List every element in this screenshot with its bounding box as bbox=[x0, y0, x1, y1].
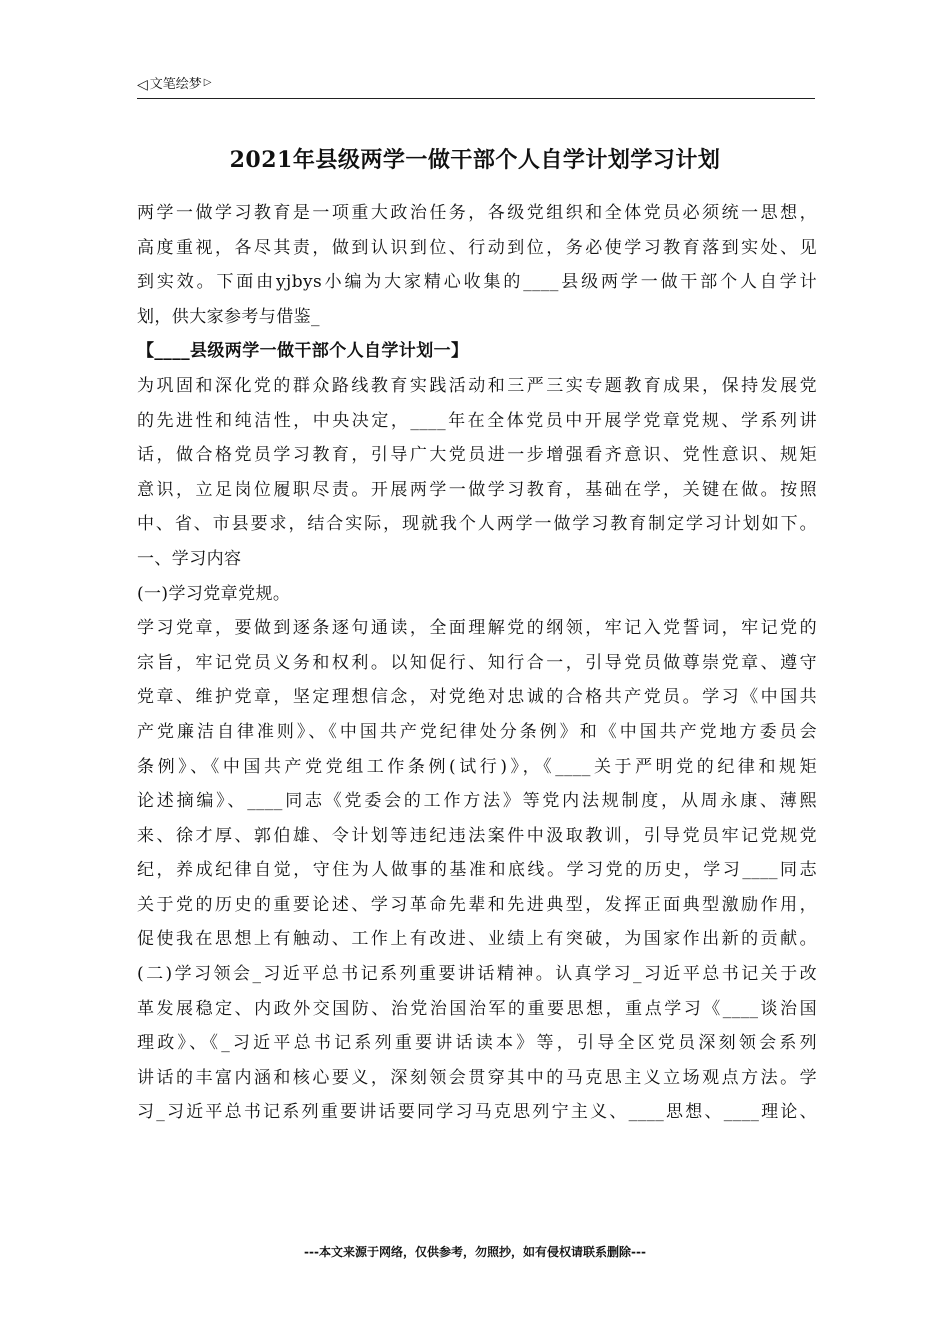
text-line: 划，供大家参考与借鉴_ bbox=[137, 306, 320, 327]
section-heading: 【____县级两学一做干部个人自学计划一】 bbox=[137, 341, 469, 362]
text-line: 关于党的历史的重要论述、学习革命先辈和先进典型，发挥正面典型激励作用， bbox=[137, 894, 817, 915]
page-header bbox=[137, 76, 815, 99]
text-line: 习_习近平总书记系列重要讲话要同学习马克思列宁主义、____思想、____理论、 bbox=[137, 1102, 817, 1123]
text-line: 学习党章，要做到逐条逐句通读，全面理解党的纲领，牢记入党誓词，牢记党的 bbox=[137, 618, 817, 639]
text-line: 两学一做学习教育是一项重大政治任务，各级党组织和全体党员必须统一思想， bbox=[137, 203, 817, 223]
document-body bbox=[137, 196, 817, 1130]
section-heading: 一、学习内容 bbox=[137, 548, 242, 569]
text-line: 党章、维护党章，坚定理想信念，对党绝对忠诚的合格共产党员。学习《中国共 bbox=[137, 687, 817, 708]
text-line: 纪，养成纪律自觉，守住为人做事的基准和底线。学习党的历史，学习____同志 bbox=[137, 860, 817, 881]
text-line: 宗旨，牢记党员义务和权利。以知促行、知行合一，引导党员做尊崇党章、遵守 bbox=[137, 652, 817, 673]
text-line: (二)学习领会_习近平总书记系列重要讲话精神。认真学习_习近平总书记关于改 bbox=[137, 964, 817, 985]
left-triangle-icon: ◁ bbox=[137, 77, 148, 93]
text-line: 话，做合格党员学习教育，引导广大党员进一步增强看齐意识、党性意识、规矩 bbox=[137, 445, 817, 466]
document-title: 2021年县级两学一做干部个人自学计划学习计划 bbox=[229, 147, 721, 173]
text-line: 中、省、市县要求，结合实际，现就我个人两学一做学习教育制定学习计划如下。 bbox=[137, 514, 817, 535]
text-line: 论述摘编》、____同志《党委会的工作方法》等党内法规制度，从周永康、薄熙 bbox=[137, 791, 817, 812]
text-line: 高度重视，各尽其责，做到认识到位、行动到位，务必使学习教育落到实处、见 bbox=[137, 237, 817, 258]
text-line: 条例》、《中国共产党党组工作条例(试行)》，《____关于严明党的纪律和规矩 bbox=[137, 756, 817, 777]
right-triangle-icon: ▷ bbox=[203, 77, 212, 88]
text-line: 来、徐才厚、郭伯雄、令计划等违纪违法案件中汲取教训，引导党员牢记党规党 bbox=[137, 825, 817, 846]
text-line: 讲话的丰富内涵和核心要义，深刻领会贯穿其中的马克思主义立场观点方法。学 bbox=[137, 1067, 817, 1088]
text-line: 到实效。下面由yjbys小编为大家精心收集的____县级两学一做干部个人自学计 bbox=[137, 272, 817, 293]
text-line: 意识，立足岗位履职尽责。开展两学一做学习教育，基础在学，关键在做。按照 bbox=[137, 479, 817, 500]
text-line: 理政》、《_习近平总书记系列重要讲话读本》等，引导全区党员深刻领会系列 bbox=[137, 1033, 817, 1054]
text-line: 为巩固和深化党的群众路线教育实践活动和三严三实专题教育成果，保持发展党 bbox=[137, 375, 817, 396]
text-line: 的先进性和纯洁性，中央决定，____年在全体党员中开展学党章党规、学系列讲 bbox=[137, 410, 817, 431]
header-brand: 文笔绘梦 bbox=[149, 77, 202, 92]
subsection-heading: (一)学习党章党规。 bbox=[137, 583, 291, 604]
page-footer: ---本文来源于网络，仅供参考，勿照抄，如有侵权请联系删除--- bbox=[304, 1245, 646, 1259]
text-line: 产党廉洁自律准则》、《中国共产党纪律处分条例》和《中国共产党地方委员会 bbox=[137, 721, 817, 742]
text-line: 促使我在思想上有触动、工作上有改进、业绩上有突破，为国家作出新的贡献。 bbox=[137, 929, 817, 950]
text-line: 革发展稳定、内政外交国防、治党治国治军的重要思想，重点学习《____谈治国 bbox=[137, 998, 817, 1019]
